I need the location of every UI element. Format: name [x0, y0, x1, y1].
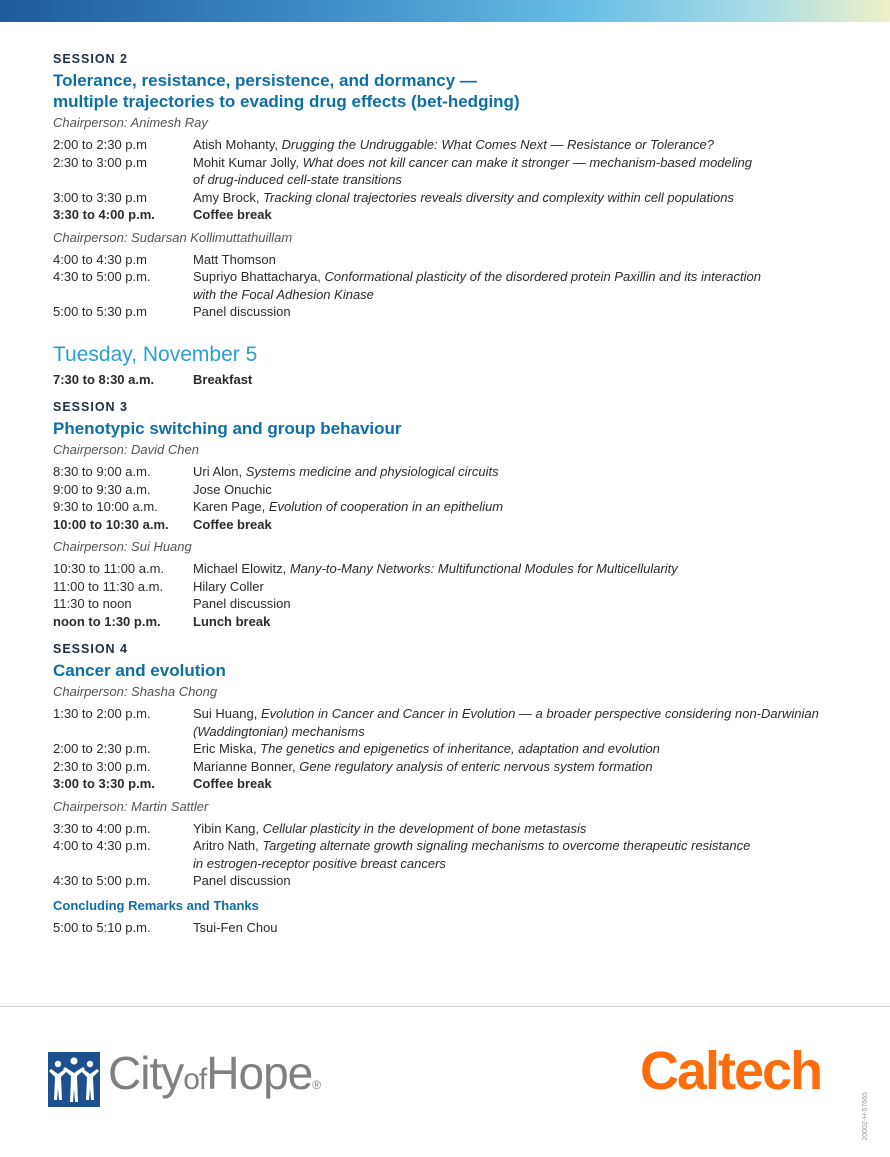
agenda-row: [53, 872, 853, 890]
break-row: [53, 206, 853, 224]
speaker: Aritro Nath,: [193, 838, 263, 853]
speaker: Atish Mohanty,: [193, 137, 282, 152]
agenda-row: [53, 820, 853, 838]
coh-city: City: [108, 1047, 184, 1099]
row-time: 4:30 to 5:00 p.m.: [53, 269, 151, 284]
row-desc: [193, 837, 853, 872]
row-time: 9:30 to 10:00 a.m.: [53, 499, 158, 514]
session-2-title: [53, 70, 853, 112]
break-row: [53, 516, 853, 534]
break-label: Breakfast: [193, 371, 253, 387]
talk-title: Evolution in Cancer and Cancer in Evolution — a broader perspective considering non-Darwinian: [260, 706, 819, 721]
row-time: 5:00 to 5:10 p.m.: [53, 919, 151, 935]
session-2-chair-1: Chairperson: Animesh Ray: [53, 115, 208, 130]
break-label: Coffee break: [193, 776, 272, 791]
top-gradient-bar: [0, 0, 890, 22]
agenda-row: [53, 463, 853, 481]
row-desc: [193, 136, 853, 154]
session-2-title-line1: Tolerance, resistance, persistence, and dormancy —: [53, 71, 477, 90]
session-4-title: Cancer and evolution: [53, 661, 226, 680]
break-label: Lunch break: [193, 613, 271, 629]
agenda-row: [53, 740, 853, 758]
agenda-row: [53, 837, 853, 872]
row-desc: [193, 154, 853, 189]
caltech-logo: Caltech: [640, 1041, 822, 1101]
city-of-hope-wordmark: [108, 1046, 320, 1113]
talk-title: What does not kill cancer can make it stronger — mechanism-based modeling: [302, 154, 753, 170]
row-time: 2:00 to 2:30 p.m: [53, 137, 147, 152]
row-time: 8:30 to 9:00 a.m.: [53, 464, 151, 479]
row-desc: [193, 758, 853, 776]
city-of-hope-logo: [48, 1046, 320, 1113]
agenda-row: [53, 595, 853, 613]
row-time: 11:00 to 11:30 a.m.: [53, 578, 164, 594]
row-time: 4:00 to 4:30 p.m: [53, 251, 147, 267]
speaker: Hilary Coller: [193, 578, 264, 594]
talk-title: Tracking clonal trajectories reveals diversity and complexity within cell populations: [263, 189, 734, 205]
agenda-row: [53, 705, 853, 740]
speaker: Jose Onuchic: [193, 481, 272, 497]
row-time: 5:00 to 5:30 p.m: [53, 304, 147, 319]
document-code: 20002-H-57665: [862, 1092, 869, 1141]
row-time: 4:00 to 4:30 p.m.: [53, 838, 151, 853]
row-desc: [193, 740, 853, 758]
speaker: Panel discussion: [193, 304, 291, 319]
row-desc: [193, 498, 853, 516]
row-time: 10:00 to 10:30 a.m.: [53, 516, 169, 532]
row-desc: [193, 560, 853, 578]
agenda-row: [53, 303, 853, 321]
agenda-row: [53, 758, 853, 776]
row-time: 4:30 to 5:00 p.m.: [53, 873, 151, 888]
coh-hope: Hope: [206, 1047, 313, 1099]
row-time: 7:30 to 8:30 a.m.: [53, 371, 155, 387]
row-time: 3:30 to 4:00 p.m.: [53, 207, 155, 222]
row-time: 10:30 to 11:00 a.m.: [53, 561, 165, 576]
row-time: 11:30 to noon: [53, 596, 132, 611]
agenda-row: [53, 498, 853, 516]
session-2-title-line2: multiple trajectories to evading drug effects (bet-hedging): [53, 92, 520, 111]
coh-reg: ®: [312, 1078, 321, 1092]
speaker: Uri Alon,: [193, 464, 246, 479]
session-2-label: SESSION 2: [53, 52, 128, 66]
talk-title-cont: of drug-induced cell-state transitions: [193, 172, 402, 187]
row-desc: [193, 705, 853, 740]
session-4-chair-1: Chairperson: Shasha Chong: [53, 684, 218, 699]
talk-title: Targeting alternate growth signaling mechanisms to overcome therapeutic resistance: [262, 838, 751, 853]
row-time: 2:00 to 2:30 p.m.: [53, 741, 151, 756]
speaker: Matt Thomson: [193, 251, 276, 267]
row-time: 2:30 to 3:00 p.m.: [53, 758, 151, 774]
coh-of: of: [183, 1063, 207, 1096]
session-3-title: Phenotypic switching and group behaviour: [53, 419, 402, 438]
row-desc: [193, 268, 853, 303]
row-desc: [193, 189, 853, 207]
agenda-row: [53, 481, 853, 499]
breakfast-row: [53, 371, 853, 389]
row-desc: [193, 820, 853, 838]
session-4-label: SESSION 4: [53, 642, 128, 656]
agenda-content: [53, 52, 853, 936]
row-time: 3:00 to 3:30 p.m.: [53, 776, 155, 791]
break-label: Coffee break: [193, 207, 272, 222]
speaker: Sui Huang,: [193, 706, 261, 721]
speaker: Supriyo Bhattacharya,: [193, 269, 325, 284]
session-3-chair-2: Chairperson: Sui Huang: [53, 539, 192, 554]
speaker: Panel discussion: [193, 873, 291, 888]
speaker: Mohit Kumar Jolly,: [193, 154, 303, 170]
talk-title: Many-to-Many Networks: Multifunctional Modules for Multicellularity: [289, 561, 678, 576]
talk-title: Evolution of cooperation in an epithelium: [268, 499, 504, 514]
speaker: Panel discussion: [193, 596, 291, 611]
agenda-row: [53, 919, 853, 937]
session-2-chair-2: Chairperson: Sudarsan Kollimuttathuillam: [53, 229, 293, 245]
speaker: Tsui-Fen Chou: [193, 919, 278, 935]
agenda-row: [53, 251, 853, 269]
talk-title: Gene regulatory analysis of enteric nervous system formation: [299, 758, 653, 774]
talk-title: The genetics and epigenetics of inheritance, adaptation and evolution: [260, 741, 660, 756]
row-time: 3:00 to 3:30 p.m: [53, 189, 147, 205]
row-time: 2:30 to 3:00 p.m: [53, 154, 147, 170]
talk-title-cont: (Waddingtonian) mechanisms: [193, 723, 365, 739]
talk-title-cont: in estrogen-receptor positive breast cancers: [193, 855, 446, 871]
session-4-chair-2: Chairperson: Martin Sattler: [53, 798, 209, 814]
row-time: 1:30 to 2:00 p.m.: [53, 706, 151, 721]
row-time: noon to 1:30 p.m.: [53, 613, 161, 629]
agenda-row: [53, 560, 853, 578]
talk-title: Systems medicine and physiological circuits: [245, 464, 499, 479]
speaker: Eric Miska,: [193, 741, 261, 756]
session-3-label: SESSION 3: [53, 400, 128, 414]
talk-title: Drugging the Undruggable: What Comes Next — Resistance or Tolerance?: [281, 137, 714, 152]
agenda-row: [53, 154, 853, 189]
talk-title: Cellular plasticity in the development of bone metastasis: [262, 820, 587, 836]
agenda-row: [53, 136, 853, 154]
day-heading: Tuesday, November 5: [53, 342, 258, 366]
agenda-row: [53, 268, 853, 303]
talk-title: Conformational plasticity of the disordered protein Paxillin and its interaction: [324, 269, 761, 284]
city-of-hope-figures-icon: [48, 1052, 100, 1107]
break-label: Coffee break: [193, 516, 272, 532]
speaker: Michael Elowitz,: [193, 561, 290, 576]
talk-title-cont: with the Focal Adhesion Kinase: [193, 286, 374, 302]
session-3-chair-1: Chairperson: David Chen: [53, 442, 199, 457]
concluding-title: Concluding Remarks and Thanks: [53, 897, 259, 913]
speaker: Marianne Bonner,: [193, 758, 300, 774]
row-desc: [193, 463, 853, 481]
agenda-row: [53, 578, 853, 596]
footer-divider: [0, 1006, 890, 1007]
agenda-row: [53, 189, 853, 207]
break-row: [53, 775, 853, 793]
speaker: Karen Page,: [193, 499, 269, 514]
break-row: [53, 613, 853, 631]
speaker: Yibin Kang,: [193, 820, 263, 836]
row-time: 9:00 to 9:30 a.m.: [53, 481, 151, 497]
speaker: Amy Brock,: [193, 189, 264, 205]
row-time: 3:30 to 4:00 p.m.: [53, 820, 151, 836]
